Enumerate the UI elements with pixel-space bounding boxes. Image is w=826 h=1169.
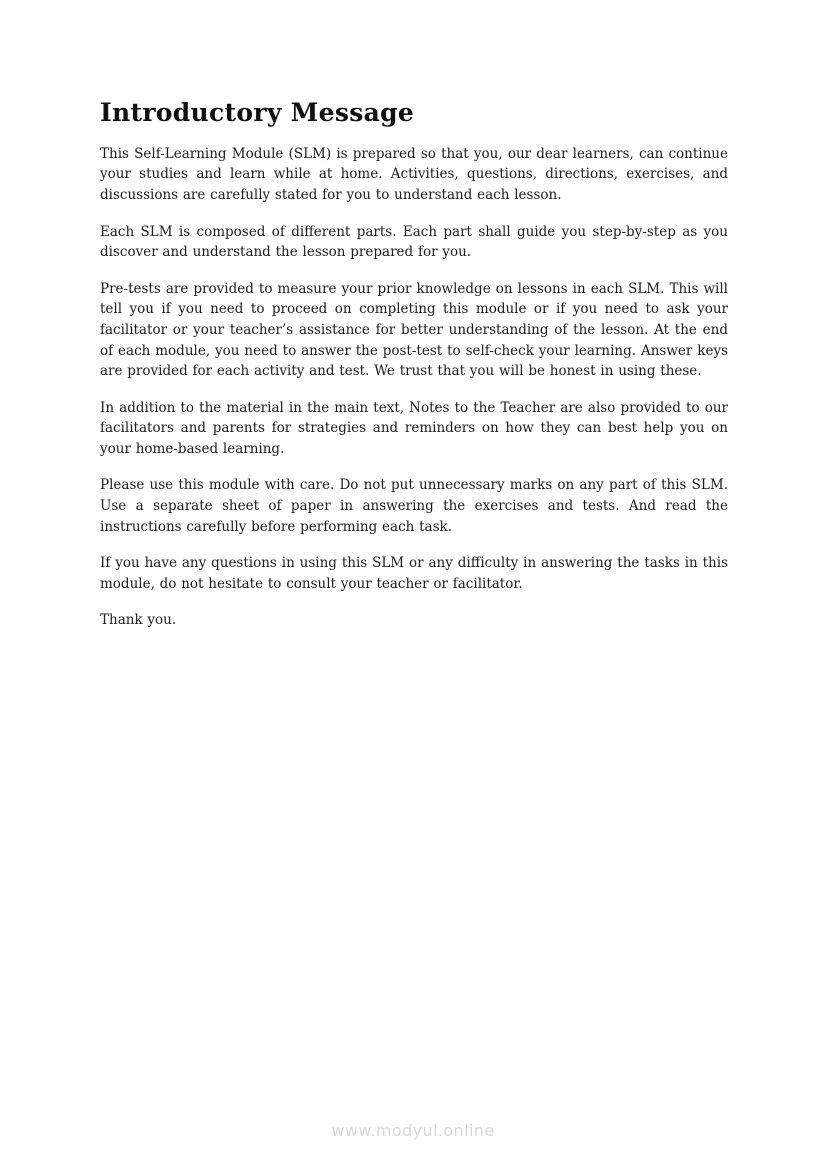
paragraph-module-care: Please use this module with care. Do not put unnecessary marks on any part of this SLM. Use a separate sheet of paper in answering the exercises and tests. And read the instructions carefully before performing each task. bbox=[100, 477, 728, 535]
paragraph-thank-you: Thank you. bbox=[100, 612, 177, 629]
page-title: Introductory Message bbox=[100, 98, 415, 127]
paragraph-notes-to-teacher: In addition to the material in the main text, Notes to the Teacher are also provided to our facilitators and parents for strategies and reminders on how they can best help you on your home-based learning. bbox=[100, 399, 728, 457]
paragraph-slm-parts: Each SLM is composed of different parts. Each part shall guide you step-by-step as you discover and understand the lesson prepared for you. bbox=[100, 223, 728, 261]
paragraph-pretests: Pre-tests are provided to measure your prior knowledge on lessons in each SLM. This will tell you if you need to proceed on completing this module or if you need to ask your facilitator or your teacher’s assistance for better understanding of the lesson. At the end of each module, you need to answer the post-test to self-check your learning. Answer keys are provided for each activity and test. We trust that you will be honest in using these. bbox=[100, 280, 728, 380]
watermark: www.modyul.online bbox=[331, 1121, 495, 1140]
document-content bbox=[100, 99, 728, 631]
paragraph-intro: This Self-Learning Module (SLM) is prepared so that you, our dear learners, can continue your studies and learn while at home. Activities, questions, directions, exercises, and discussions are carefully stated for you to understand each lesson. bbox=[100, 145, 728, 203]
paragraph-questions: If you have any questions in using this SLM or any difficulty in answering the tasks in this module, do not hesitate to consult your teacher or facilitator. bbox=[100, 555, 728, 592]
